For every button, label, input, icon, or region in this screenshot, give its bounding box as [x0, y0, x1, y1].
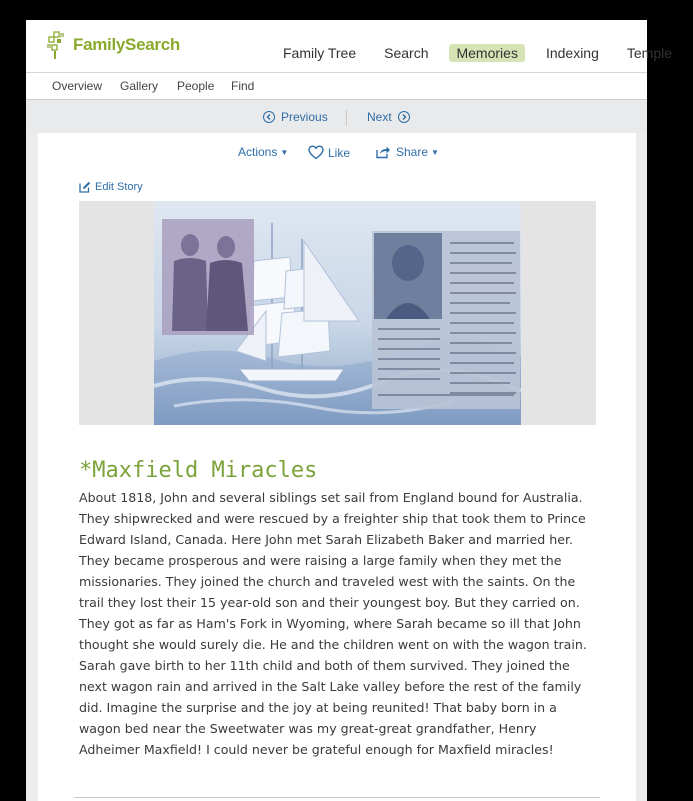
actions-menu-button[interactable]	[238, 145, 288, 159]
caret-down-icon: ▼	[431, 147, 439, 157]
story-image-frame	[79, 201, 596, 425]
share-menu-button[interactable]	[375, 145, 439, 159]
story-line: did. Imagine the surprise and the joy at being reunited! That baby born in a	[79, 700, 557, 715]
story-line: Edward Island, Canada. Here John met Sarah Elizabeth Baker and married her.	[79, 532, 574, 547]
story-line: They shipwrecked and were rescued by a freighter ship that took them to Prince	[79, 511, 586, 526]
story-card	[38, 133, 636, 801]
subnav-overview[interactable]: Overview	[52, 79, 103, 93]
browser-window	[26, 20, 673, 801]
caret-down-icon: ▼	[280, 147, 289, 157]
story-line: About 1818, John and several siblings set sail from England bound for Australia.	[79, 490, 583, 505]
edit-story-label: Edit Story	[95, 181, 143, 193]
memories-subnav	[26, 72, 647, 100]
chevron-left-icon	[263, 111, 275, 123]
subnav-people[interactable]: People	[177, 79, 215, 93]
story-body	[79, 487, 599, 760]
story-line: next wagon rain and arrived in the Salt Lake valley before the rest of the family	[79, 679, 582, 694]
like-button[interactable]	[308, 145, 350, 160]
share-icon	[375, 145, 391, 159]
story-pager	[26, 100, 647, 133]
story-line: Adheimer Maxfield! I could never be grateful enough for Maxfield miracles!	[79, 742, 554, 757]
share-label: Share	[396, 145, 429, 159]
heart-icon	[308, 145, 324, 160]
nav-family-tree[interactable]: Family Tree	[283, 45, 357, 61]
story-divider	[74, 797, 600, 798]
nav-indexing[interactable]: Indexing	[545, 45, 599, 61]
story-line: missionaries. They joined the church and traveled west with the saints. On the	[79, 574, 576, 589]
subnav-gallery[interactable]: Gallery	[120, 79, 159, 93]
actions-label: Actions	[238, 145, 278, 159]
story-line: They became prosperous and were raising a large family when they met the	[79, 553, 562, 568]
previous-label: Previous	[281, 110, 328, 124]
nav-temple[interactable]: Temple	[626, 45, 673, 61]
nav-search[interactable]: Search	[384, 45, 429, 61]
story-line: Sarah gave birth to her 11th child and both of them survived. They joined the	[79, 658, 570, 673]
pager-divider	[346, 110, 347, 126]
header	[26, 20, 673, 72]
story-title: *Maxfield Miracles	[79, 457, 318, 483]
familysearch-logo[interactable]	[46, 30, 180, 60]
edit-story-button[interactable]	[79, 181, 143, 193]
edit-icon	[79, 181, 91, 193]
nav-memories[interactable]: Memories	[449, 44, 524, 62]
next-label: Next	[367, 110, 392, 124]
story-actions-bar	[38, 145, 636, 165]
story-collage-image[interactable]	[154, 201, 521, 425]
story-line: They got as far as Ham's Fork in Wyoming, where Sarah became so ill that John	[79, 616, 581, 631]
main-nav	[276, 44, 693, 62]
story-line: wagon bed near the Sweetwater was my great-great grandfather, Henry	[79, 721, 537, 736]
chevron-right-icon	[398, 111, 410, 123]
subnav-find[interactable]: Find	[231, 79, 255, 93]
next-button[interactable]	[367, 110, 410, 124]
story-line: trail they lost their 15 year-old son and their youngest boy. But they carried on.	[79, 595, 580, 610]
family-tree-logo-icon	[46, 30, 70, 60]
previous-button[interactable]	[263, 110, 328, 124]
logo-text: FamilySearch	[73, 35, 180, 54]
like-label: Like	[328, 145, 351, 160]
collage-artwork	[154, 201, 521, 425]
story-line: thought she would surely die. He and the children went on with the wagon train.	[79, 637, 587, 652]
